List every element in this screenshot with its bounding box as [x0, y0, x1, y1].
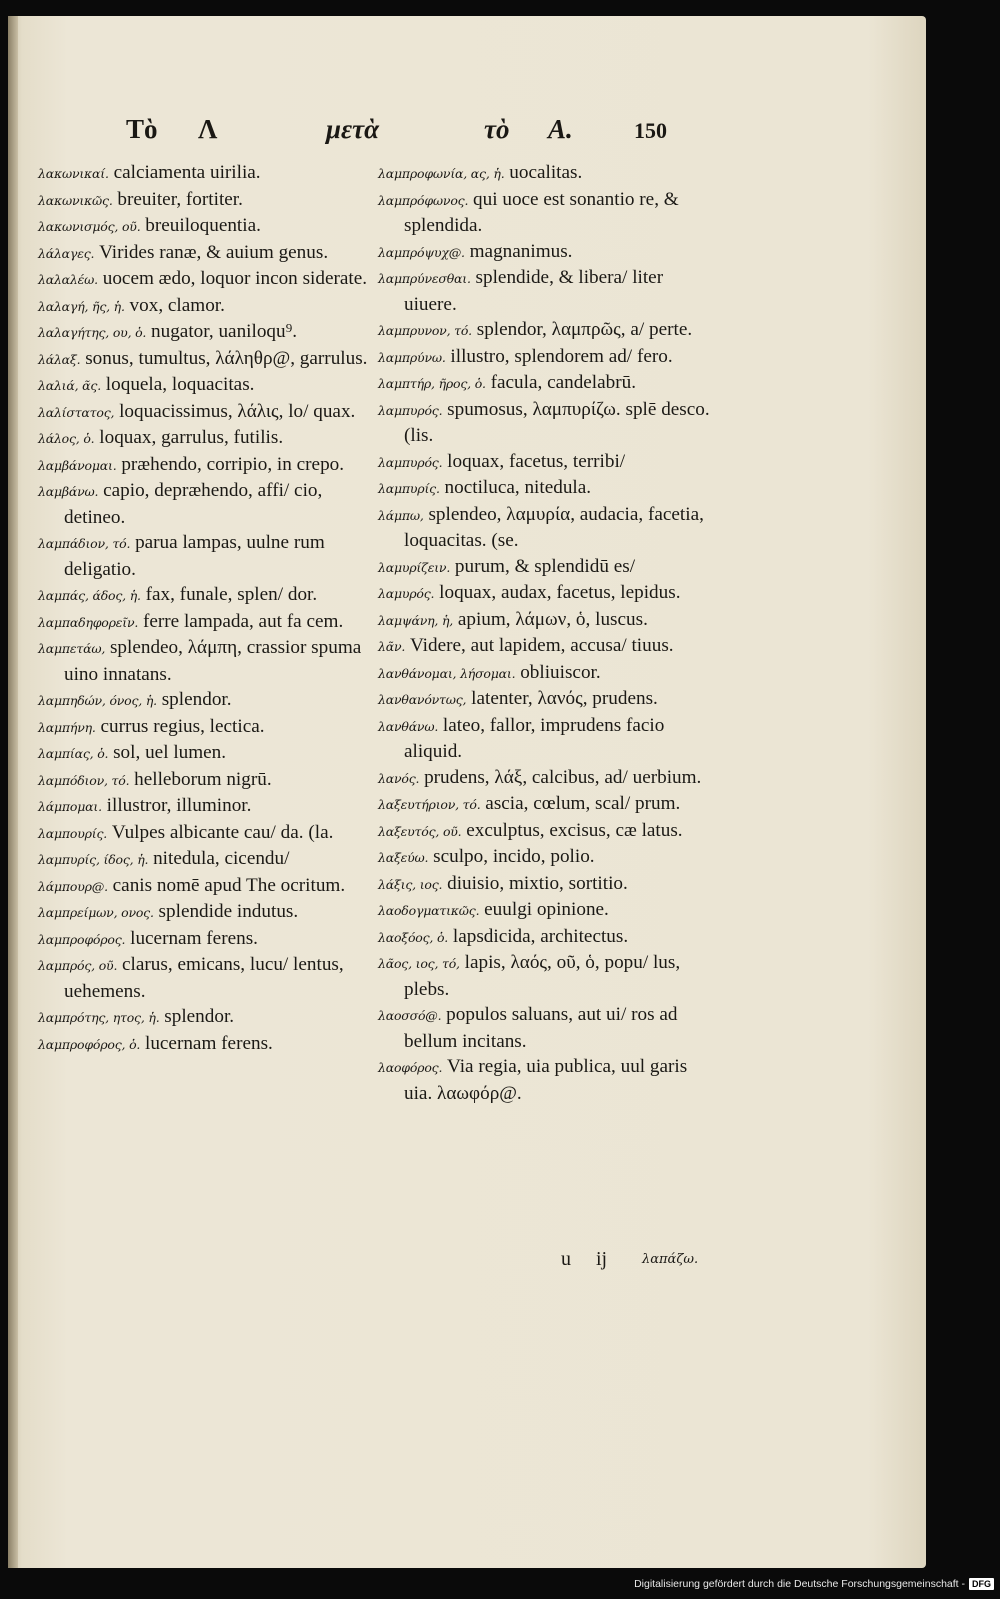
latin-gloss: illustror, illuminor.	[106, 795, 252, 816]
latin-gloss: vox, clamor.	[129, 294, 225, 316]
greek-headword: λαοφόρος.	[378, 1060, 443, 1075]
latin-gloss: lucernam ferens.	[144, 1032, 273, 1054]
dictionary-entry	[378, 160, 713, 187]
dictionary-entry	[38, 609, 378, 636]
greek-headword: λάλαξ.	[38, 351, 81, 367]
latin-gloss: splendeo, λαμυρία, audacia, facetia, loquacitas. (se.	[404, 503, 704, 551]
dictionary-entry	[378, 924, 713, 951]
latin-gloss: Videre, aut lapidem, accusa/ tiuus.	[409, 635, 674, 656]
latin-gloss: ascia, cœlum, scal/ prum.	[485, 793, 681, 814]
dictionary-entry	[378, 397, 713, 449]
right-column	[378, 160, 713, 1106]
dictionary-entry	[378, 317, 713, 344]
dictionary-entry	[38, 425, 378, 452]
dictionary-entry	[38, 899, 378, 926]
latin-gloss: Vulpes albicante cau/ da. (la.	[111, 821, 334, 843]
header-middle: μετὰ	[326, 114, 380, 144]
dictionary-entry	[38, 1004, 378, 1031]
greek-headword: λαμπροφόρος.	[38, 931, 126, 947]
latin-gloss: apium, λάμων, ὁ, luscus.	[457, 608, 648, 630]
latin-gloss: currus regius, lectica.	[100, 715, 265, 737]
dictionary-entry	[378, 607, 713, 634]
dictionary-entry	[378, 633, 713, 660]
greek-headword: λαλαλέω.	[38, 272, 98, 287]
greek-headword: λάμπω,	[378, 507, 424, 523]
latin-gloss: loquax, audax, facetus, lepidus.	[439, 582, 681, 603]
latin-gloss: splendor.	[164, 1006, 235, 1027]
dictionary-entry	[38, 846, 378, 873]
greek-headword: λαμπαδηφορεῖν.	[38, 614, 139, 630]
latin-gloss: noctiluca, nitedula.	[444, 477, 592, 498]
dictionary-entry	[38, 346, 378, 373]
dictionary-entry	[378, 554, 713, 581]
latin-gloss: nitedula, cicendu/	[153, 848, 290, 869]
latin-gloss: splendide, & libera/ liter uiuere.	[404, 267, 664, 315]
latin-gloss: loquax, facetus, terribi/	[447, 450, 626, 472]
latin-gloss: prudens, λάξ, calcibus, ad/ uerbium.	[424, 766, 702, 788]
greek-headword: λάλαγες.	[38, 245, 95, 261]
greek-headword: λαμπροφόρος, ὁ.	[38, 1036, 141, 1052]
dictionary-entry	[378, 449, 713, 476]
dictionary-entry	[378, 1054, 713, 1106]
latin-gloss: uocalitas.	[509, 162, 583, 183]
latin-gloss: qui uoce est sonantio re, & splendida.	[404, 188, 679, 236]
dictionary-entry	[38, 952, 378, 1004]
greek-headword: λαμπρόφωνος.	[378, 192, 469, 208]
catchword: λαπάζω.	[642, 1252, 699, 1267]
greek-headword: λαμβάνομαι.	[38, 457, 117, 473]
page-number: 150	[634, 118, 667, 143]
credit-text: Digitalisierung gefördert durch die Deutsche Forschungsgemeinschaft -	[634, 1578, 965, 1590]
latin-gloss: lateo, fallor, imprudens facio aliquid.	[404, 714, 665, 762]
latin-gloss: splendor, λαμπρῶς, a/ perte.	[476, 319, 693, 340]
greek-headword: λανθάνω.	[378, 718, 439, 734]
greek-headword: λαξευτός, οῦ.	[378, 823, 462, 839]
greek-headword: λαμβάνω.	[38, 484, 99, 499]
dictionary-entry	[38, 767, 378, 794]
latin-gloss: latenter, λανός, prudens.	[471, 688, 658, 709]
header-right-article: τὸ	[484, 114, 510, 144]
dictionary-entry	[378, 502, 713, 554]
greek-headword: λαμπρόψυχ@.	[378, 244, 465, 260]
greek-headword: λαμπυρός.	[378, 454, 443, 470]
latin-gloss: facula, candelabrū.	[490, 372, 637, 393]
greek-headword: λαλαγή, ῆς, ἡ.	[38, 298, 125, 314]
greek-headword: λαμψάνη, ἡ,	[378, 612, 454, 628]
greek-headword: λαμπάδιον, τό.	[38, 536, 131, 551]
greek-headword: λαμπυρίς.	[378, 481, 440, 496]
dictionary-entry	[38, 452, 378, 479]
dictionary-entry	[378, 844, 713, 871]
greek-headword: λαλίστατος,	[38, 404, 115, 420]
latin-gloss: fax, funale, splen/ dor.	[145, 584, 318, 605]
dictionary-entry	[378, 344, 713, 371]
dictionary-entry	[378, 713, 713, 765]
greek-headword: λᾶν.	[378, 639, 406, 654]
latin-gloss: illustro, splendorem ad/ fero.	[450, 345, 673, 367]
dictionary-entry	[38, 793, 378, 820]
dictionary-entry	[378, 818, 713, 845]
dictionary-entry	[38, 1031, 378, 1058]
greek-headword: λαμπρύνω.	[378, 349, 446, 365]
dictionary-entry	[378, 660, 713, 687]
greek-headword: λανός.	[378, 770, 420, 786]
dictionary-entry	[378, 187, 713, 239]
greek-headword: λαμπρείμων, ονος.	[38, 905, 154, 920]
greek-headword: λαμπρυνον, τό.	[378, 323, 472, 338]
latin-gloss: splendeo, λάμπη, crassior spuma uino innatans.	[64, 637, 362, 685]
dictionary-entry	[38, 399, 378, 426]
dictionary-entry	[378, 791, 713, 818]
latin-gloss: obliuiscor.	[520, 661, 601, 683]
dictionary-entry	[38, 635, 378, 687]
latin-gloss: loquela, loquacitas.	[105, 374, 255, 395]
latin-gloss: sonus, tumultus, λάληθρ@, garrulus.	[85, 347, 368, 369]
greek-headword: λάμπομαι.	[38, 799, 102, 814]
greek-headword: λαοδογματικῶς.	[378, 903, 480, 918]
greek-headword: λακωνικαί.	[38, 166, 109, 181]
header-left-article: Tὸ	[126, 114, 158, 144]
dictionary-entry	[378, 580, 713, 607]
greek-headword: λαμπρός, οῦ.	[38, 958, 118, 973]
greek-headword: λαλιά, ᾶς.	[38, 378, 101, 393]
latin-gloss: spumosus, λαμπυρίζω. splē desco. (lis.	[404, 398, 710, 446]
dictionary-entry	[38, 293, 378, 320]
dictionary-entry	[38, 240, 378, 267]
dictionary-entry	[38, 187, 378, 214]
greek-headword: λαοσσό@.	[378, 1008, 442, 1023]
dictionary-entry	[378, 370, 713, 397]
greek-headword: λαμπετάω,	[38, 641, 106, 656]
header-left-letter: Λ	[198, 114, 218, 144]
latin-gloss: loquax, garrulus, futilis.	[99, 427, 284, 448]
dictionary-entry	[378, 897, 713, 924]
dictionary-entry	[38, 820, 378, 847]
latin-gloss: magnanimus.	[469, 240, 573, 262]
greek-headword: λακωνισμός, οῦ.	[38, 219, 141, 234]
dictionary-entry	[38, 478, 378, 530]
latin-gloss: splendor.	[161, 689, 232, 710]
dictionary-entry	[378, 686, 713, 713]
greek-headword: λαμπουρίς.	[38, 825, 108, 841]
dictionary-entry	[378, 239, 713, 266]
latin-gloss: canis nomē apud The ocritum.	[112, 874, 346, 896]
greek-headword: λαξευτήριον, τό.	[378, 797, 481, 812]
greek-headword: λαμπρότης, ητος, ἡ.	[38, 1010, 160, 1025]
page-binding-edge	[8, 16, 18, 1568]
dictionary-entry	[38, 582, 378, 609]
greek-headword: λαμυρός.	[378, 586, 435, 601]
greek-headword: λαμπίας, ὁ.	[38, 746, 109, 761]
dictionary-entry	[378, 265, 713, 317]
latin-gloss: præhendo, corripio, in crepo.	[121, 453, 345, 475]
dictionary-entry	[378, 475, 713, 502]
dictionary-entry	[38, 530, 378, 582]
greek-headword: λαμπρύνεσθαι.	[378, 271, 471, 286]
greek-headword: λαμπόδιον, τό.	[38, 772, 130, 788]
greek-headword: λαμπυρίς, ίδος, ἡ.	[38, 852, 149, 867]
greek-headword: λακωνικῶς.	[38, 192, 113, 208]
greek-headword: λαμπυρός.	[378, 402, 443, 418]
greek-headword: λᾶος, ιος, τό,	[378, 956, 460, 971]
latin-gloss: exculptus, excisus, cæ latus.	[466, 819, 683, 841]
dictionary-entry	[378, 871, 713, 898]
latin-gloss: lapsdicida, architectus.	[452, 925, 629, 947]
dictionary-entry	[38, 687, 378, 714]
latin-gloss: parua lampas, uulne rum deligatio.	[64, 532, 325, 580]
running-header	[8, 114, 926, 154]
dictionary-entry	[378, 950, 713, 1002]
greek-headword: λαμυρίζειν.	[378, 559, 451, 575]
latin-gloss: nugator, uaniloqu⁹.	[151, 321, 298, 342]
latin-gloss: purum, & splendidū es/	[454, 555, 636, 577]
latin-gloss: calciamenta uirilia.	[113, 162, 261, 183]
dictionary-entry	[38, 873, 378, 900]
dfg-logo: DFG	[969, 1578, 994, 1590]
greek-headword: λαξεύω.	[378, 850, 429, 865]
greek-headword: λανθανόντως,	[378, 692, 467, 707]
greek-headword: λαλαγήτης, ου, ὁ.	[38, 325, 147, 340]
greek-headword: λαμπηδών, όνος, ἡ.	[38, 693, 157, 708]
greek-headword: λάμπουρ@.	[38, 878, 108, 894]
latin-gloss: lapis, λαός, οῦ, ὁ, popu/ lus, plebs.	[404, 952, 681, 1000]
dictionary-entry	[378, 765, 713, 792]
latin-gloss: breuiloquentia.	[145, 215, 261, 236]
greek-headword: λάλος, ὁ.	[38, 431, 95, 446]
greek-headword: λαμπάς, άδος, ἡ.	[38, 588, 141, 603]
header-right-letter: Α.	[548, 114, 573, 144]
dictionary-entry	[38, 213, 378, 240]
dictionary-entry	[38, 740, 378, 767]
greek-headword: λαμπτήρ, ῆρος, ὁ.	[378, 376, 486, 391]
latin-gloss: diuisio, mixtio, sortitio.	[447, 872, 628, 894]
latin-gloss: clarus, emicans, lucu/ lentus, uehemens.	[64, 954, 344, 1002]
latin-gloss: helleborum nigrū.	[134, 768, 272, 790]
latin-gloss: sculpo, incido, polio.	[433, 846, 595, 867]
dictionary-entry	[38, 926, 378, 953]
dictionary-entry	[38, 714, 378, 741]
latin-gloss: sol, uel lumen.	[113, 742, 227, 763]
digitization-credit	[634, 1578, 994, 1590]
latin-gloss: euulgi opinione.	[484, 899, 609, 920]
book-page	[8, 16, 926, 1568]
latin-gloss: breuiter, fortiter.	[117, 188, 243, 210]
greek-headword: λαμπήνη.	[38, 719, 96, 735]
dictionary-entry	[38, 319, 378, 346]
latin-gloss: Via regia, uia publica, uul garis uia. λαωφόρ@.	[404, 1056, 688, 1104]
dictionary-entry	[378, 1002, 713, 1054]
latin-gloss: capio, depræhendo, affi/ cio, detineo.	[64, 480, 323, 528]
left-column	[38, 160, 378, 1057]
latin-gloss: loquacissimus, λάλις, lo/ quax.	[119, 400, 356, 422]
greek-headword: λαμπροφωνία, ας, ἡ.	[378, 166, 505, 181]
latin-gloss: Virides ranæ, & auium genus.	[99, 241, 329, 263]
latin-gloss: ferre lampada, aut fa cem.	[142, 610, 344, 632]
greek-headword: λανθάνομαι, λήσομαι.	[378, 665, 516, 681]
dictionary-entry	[38, 160, 378, 187]
signature-mark: u ij	[561, 1248, 608, 1270]
dictionary-entry	[38, 372, 378, 399]
latin-gloss: uocem ædo, loquor incon siderate.	[102, 268, 368, 289]
dictionary-entry	[38, 266, 378, 293]
latin-gloss: populos saluans, aut ui/ ros ad bellum incitans.	[404, 1004, 678, 1052]
greek-headword: λάξις, ιος.	[378, 876, 443, 892]
latin-gloss: splendide indutus.	[158, 901, 299, 922]
latin-gloss: lucernam ferens.	[130, 927, 258, 949]
greek-headword: λαοξόος, ὁ.	[378, 929, 449, 945]
